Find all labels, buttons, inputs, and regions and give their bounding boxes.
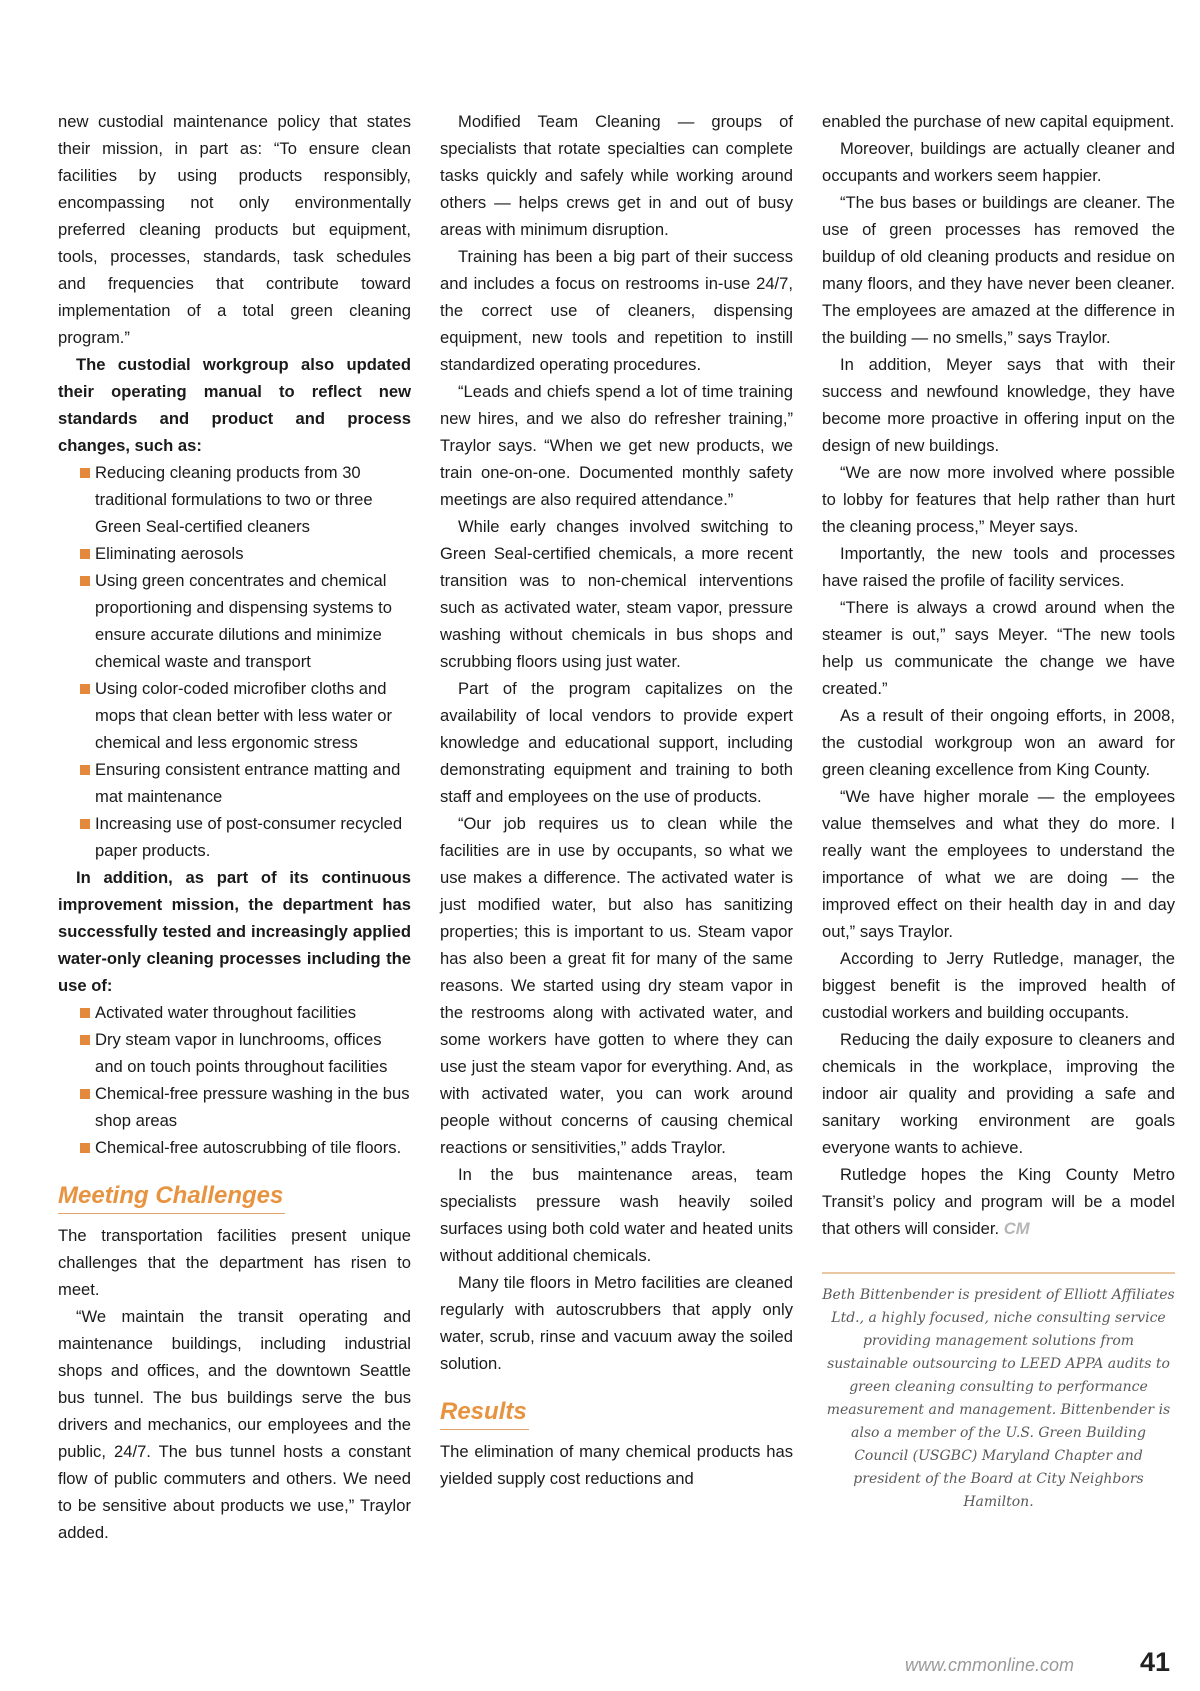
- paragraph: “There is always a crowd around when the steamer is out,” says Meyer. “The new tools help us communicate the change we have created.”: [822, 598, 1175, 698]
- paragraph: Modified Team Cleaning — groups of specialists that rotate specialties can complete tasks quickly and safely while working around others — helps crews get in and out of busy areas with minimum disruption.: [440, 112, 793, 239]
- bullet-square-icon: [80, 576, 90, 586]
- paragraph: “We are now more involved where possible to lobby for features that help rather than hurt the cleaning process,” Meyer says.: [822, 463, 1175, 536]
- list-item: Activated water throughout facilities: [58, 999, 411, 1026]
- paragraph: Reducing the daily exposure to cleaners and chemicals in the workplace, improving the indoor air quality and providing a safe and sanitary working environment are goals everyone wants to achieve.: [822, 1030, 1175, 1157]
- paragraph: enabled the purchase of new capital equipment.: [822, 112, 1175, 131]
- bold-paragraph: In addition, as part of its continuous improvement mission, the department has successfully tested and increasingly applied water-only cleaning processes including the use of:: [58, 868, 411, 995]
- paragraph: Many tile floors in Metro facilities are cleaned regularly with autoscrubbers that apply only water, scrub, rinse and vacuum away the soiled solution.: [440, 1273, 793, 1373]
- bullet-square-icon: [80, 1035, 90, 1045]
- section-heading-results: Results: [440, 1395, 529, 1430]
- paragraph: The transportation facilities present unique challenges that the department has risen to meet.: [58, 1226, 411, 1299]
- paragraph: new custodial maintenance policy that states their mission, in part as: “To ensure clean facilities by using products responsibly, encompassing not only environmentally preferred cleaning products but equipment, tools, processes, standards, task schedules and frequencies that contribute toward implementation of a total green cleaning program.”: [58, 112, 411, 347]
- paragraph: Part of the program capitalizes on the availability of local vendors to provide expert knowledge and educational support, including demonstrating equipment and training to both staff and employees on the use of products.: [440, 679, 793, 806]
- list-item: Using color-coded microfiber cloths and mops that clean better with less water or chemical and less ergonomic stress: [58, 675, 411, 756]
- closing-paragraph: Rutledge hopes the King County Metro Transit’s policy and program will be a model that others will consider. CM: [822, 1165, 1175, 1238]
- list-item: Reducing cleaning products from 30 traditional formulations to two or three Green Seal-certified cleaners: [58, 459, 411, 540]
- bullet-square-icon: [80, 819, 90, 829]
- bullet-square-icon: [80, 1089, 90, 1099]
- bullet-square-icon: [80, 1143, 90, 1153]
- bullet-square-icon: [80, 468, 90, 478]
- column-2: [440, 108, 793, 1492]
- paragraph: While early changes involved switching to Green Seal-certified chemicals, a more recent transition was to non-chemical interventions such as activated water, steam vapor, pressure washing without chemicals in bus shops and scrubbing floors using just water.: [440, 517, 793, 671]
- paragraph: “Our job requires us to clean while the facilities are in use by occupants, so what we use makes a difference. The activated water is just modified water, but also has sanitizing properties; this is important to us. Steam vapor has also been a great fit for many of the same reasons. We started using dry steam vapor in the restrooms along with activated water, and some workers have gotten to where they can use just the steam vapor for everything. And, as with activated water, you can work around people without concerns of causing chemical reactions or sensitivities,” adds Traylor.: [440, 814, 793, 1157]
- paragraph: Training has been a big part of their success and includes a focus on restrooms in-use 24/7, the correct use of cleaners, dispensing equipment, new tools and repetition to instill standardized operating procedures.: [440, 247, 793, 374]
- paragraph: Moreover, buildings are actually cleaner and occupants and workers seem happier.: [822, 139, 1175, 185]
- list-item: Ensuring consistent entrance matting and mat maintenance: [58, 756, 411, 810]
- paragraph: The elimination of many chemical products has yielded supply cost reductions and: [440, 1442, 793, 1488]
- cm-end-mark: CM: [1003, 1219, 1030, 1238]
- paragraph: “Leads and chiefs spend a lot of time training new hires, and we also do refresher training,” Traylor says. “When we get new products, we train one-on-one. Documented monthly safety meetings are also required attendance.”: [440, 382, 793, 509]
- author-bio: Beth Bittenbender is president of Elliott Affiliates Ltd., a highly focused, niche consulting service providing management solutions from sustainable outsourcing to LEED APPA audits to green cleaning consulting to performance measurement and management. Bittenbender is also a member of the U.S. Green Building Council (USGBC) Maryland Chapter and president of the Board at City Neighbors Hamilton.: [822, 1272, 1175, 1514]
- paragraph: According to Jerry Rutledge, manager, the biggest benefit is the improved health of custodial workers and building occupants.: [822, 949, 1175, 1022]
- paragraph: As a result of their ongoing efforts, in 2008, the custodial workgroup won an award for green cleaning excellence from King County.: [822, 706, 1175, 779]
- bullet-list: [58, 459, 411, 864]
- column-1: [58, 108, 411, 1546]
- paragraph: “The bus bases or buildings are cleaner. The use of green processes has removed the buildup of old cleaning products and residue on many floors, and they have never been cleaner. The employees are amazed at the difference in the building — no smells,” says Traylor.: [822, 193, 1175, 347]
- paragraph: In the bus maintenance areas, team specialists pressure wash heavily soiled surfaces using both cold water and heated units without additional chemicals.: [440, 1165, 793, 1265]
- page-number: 41: [1140, 1647, 1171, 1677]
- paragraph: “We have higher morale — the employees value themselves and what they do more. I really want the employees to understand the importance of what we are doing — the improved effect on their health day in and day out,” says Traylor.: [822, 787, 1175, 941]
- bullet-list: [58, 999, 411, 1161]
- paragraph: Importantly, the new tools and processes have raised the profile of facility services.: [822, 544, 1175, 590]
- bullet-square-icon: [80, 684, 90, 694]
- bullet-square-icon: [80, 1008, 90, 1018]
- list-item: Using green concentrates and chemical proportioning and dispensing systems to ensure accurate dilutions and minimize chemical waste and transport: [58, 567, 411, 675]
- section-heading-meeting-challenges: Meeting Challenges: [58, 1179, 285, 1214]
- bold-paragraph: The custodial workgroup also updated their operating manual to reflect new standards and product and process changes, such as:: [58, 355, 411, 455]
- footer-url: www.cmmonline.com: [905, 1655, 1075, 1675]
- paragraph: In addition, Meyer says that with their success and newfound knowledge, they have become more proactive in offering input on the design of new buildings.: [822, 355, 1175, 455]
- list-item: Increasing use of post-consumer recycled paper products.: [58, 810, 411, 864]
- paragraph: “We maintain the transit operating and maintenance buildings, including industrial shops and offices, and the downtown Seattle bus tunnel. The bus buildings serve the bus drivers and mechanics, our employees and the public, 24/7. The bus tunnel hosts a constant flow of public commuters and others. We need to be sensitive about products we use,” Traylor added.: [58, 1307, 411, 1542]
- column-3: [822, 108, 1175, 1514]
- list-item: Chemical-free autoscrubbing of tile floors.: [58, 1134, 411, 1161]
- bullet-square-icon: [80, 765, 90, 775]
- list-item: Chemical-free pressure washing in the bus shop areas: [58, 1080, 411, 1134]
- bullet-square-icon: [80, 549, 90, 559]
- list-item: Dry steam vapor in lunchrooms, offices and on touch points throughout facilities: [58, 1026, 411, 1080]
- list-item: Eliminating aerosols: [58, 540, 411, 567]
